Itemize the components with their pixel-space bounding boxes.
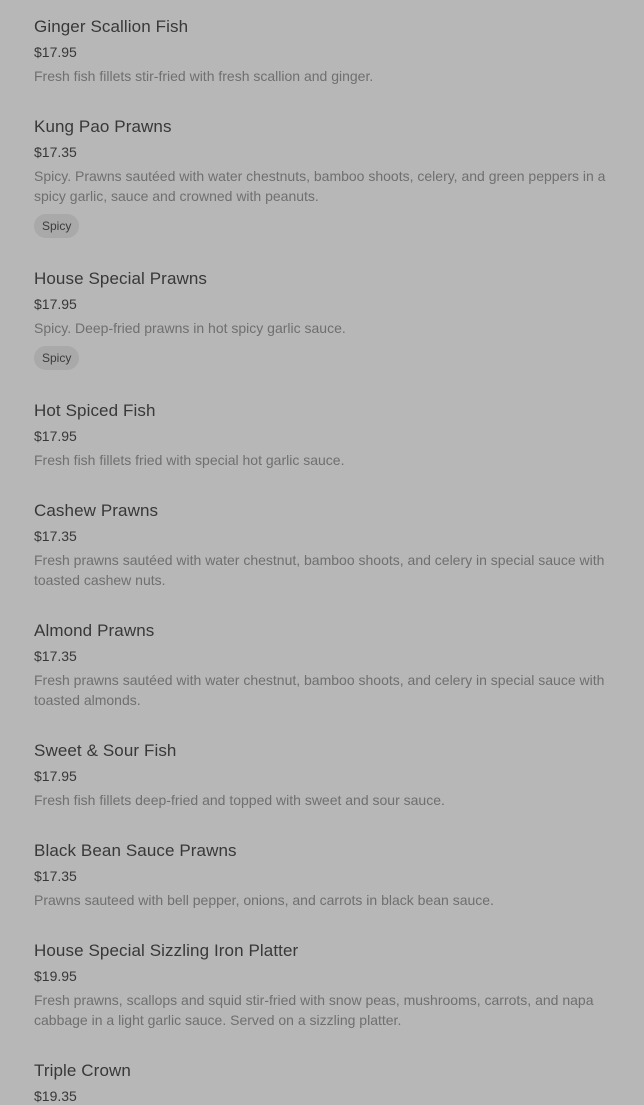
item-name: Triple Crown [34,1061,131,1080]
spicy-badge: Spicy [34,214,79,238]
menu-item[interactable] [34,268,618,370]
spicy-badge: Spicy [34,346,79,370]
item-price: $17.95 [34,768,77,784]
menu-item[interactable] [34,620,618,710]
menu-item[interactable] [34,840,618,910]
item-price: $17.95 [34,296,77,312]
item-name: Kung Pao Prawns [34,117,172,136]
item-description: Spicy. Deep-fried prawns in hot spicy garlic sauce. [34,320,346,336]
item-name: Sweet & Sour Fish [34,741,177,760]
item-price: $17.35 [34,868,77,884]
item-description: Fresh prawns, scallops and squid stir-fried with snow peas, mushrooms, carrots, and napa cabbage in a light garlic sauce. Served on a sizzling platter. [34,992,594,1028]
item-name: Hot Spiced Fish [34,401,156,420]
item-description: Prawns sauteed with bell pepper, onions, and carrots in black bean sauce. [34,892,494,908]
item-price: $17.35 [34,144,77,160]
item-price: $17.95 [34,44,77,60]
item-description: Fresh prawns sautéed with water chestnut, bamboo shoots, and celery in special sauce with toasted almonds. [34,672,605,708]
item-description: Fresh fish fillets deep-fried and topped with sweet and sour sauce. [34,792,445,808]
item-price: $19.35 [34,1088,77,1104]
item-price: $17.35 [34,528,77,544]
item-description: Fresh prawns sautéed with water chestnut, bamboo shoots, and celery in special sauce with toasted cashew nuts. [34,552,605,588]
item-name: House Special Prawns [34,269,208,288]
item-price: $17.95 [34,428,77,444]
menu-item[interactable] [34,16,618,86]
item-name: Black Bean Sauce Prawns [34,841,237,860]
menu-item[interactable] [34,740,618,810]
menu-item[interactable] [34,400,618,470]
item-name: Almond Prawns [34,621,155,640]
menu-item[interactable] [34,940,618,1030]
item-description: Fresh fish fillets stir-fried with fresh scallion and ginger. [34,68,374,84]
item-price: $17.35 [34,648,77,664]
item-description: Fresh fish fillets fried with special hot garlic sauce. [34,452,345,468]
item-name: Cashew Prawns [34,501,159,520]
menu-item[interactable] [34,1060,618,1105]
menu-item[interactable] [34,500,618,590]
item-price: $19.95 [34,968,77,984]
item-name: Ginger Scallion Fish [34,17,189,36]
item-name: House Special Sizzling Iron Platter [34,941,299,960]
item-description: Spicy. Prawns sautéed with water chestnuts, bamboo shoots, celery, and green peppers in a spicy garlic, sauce and crowned with peanuts. [34,168,606,204]
menu-item[interactable] [34,116,618,238]
